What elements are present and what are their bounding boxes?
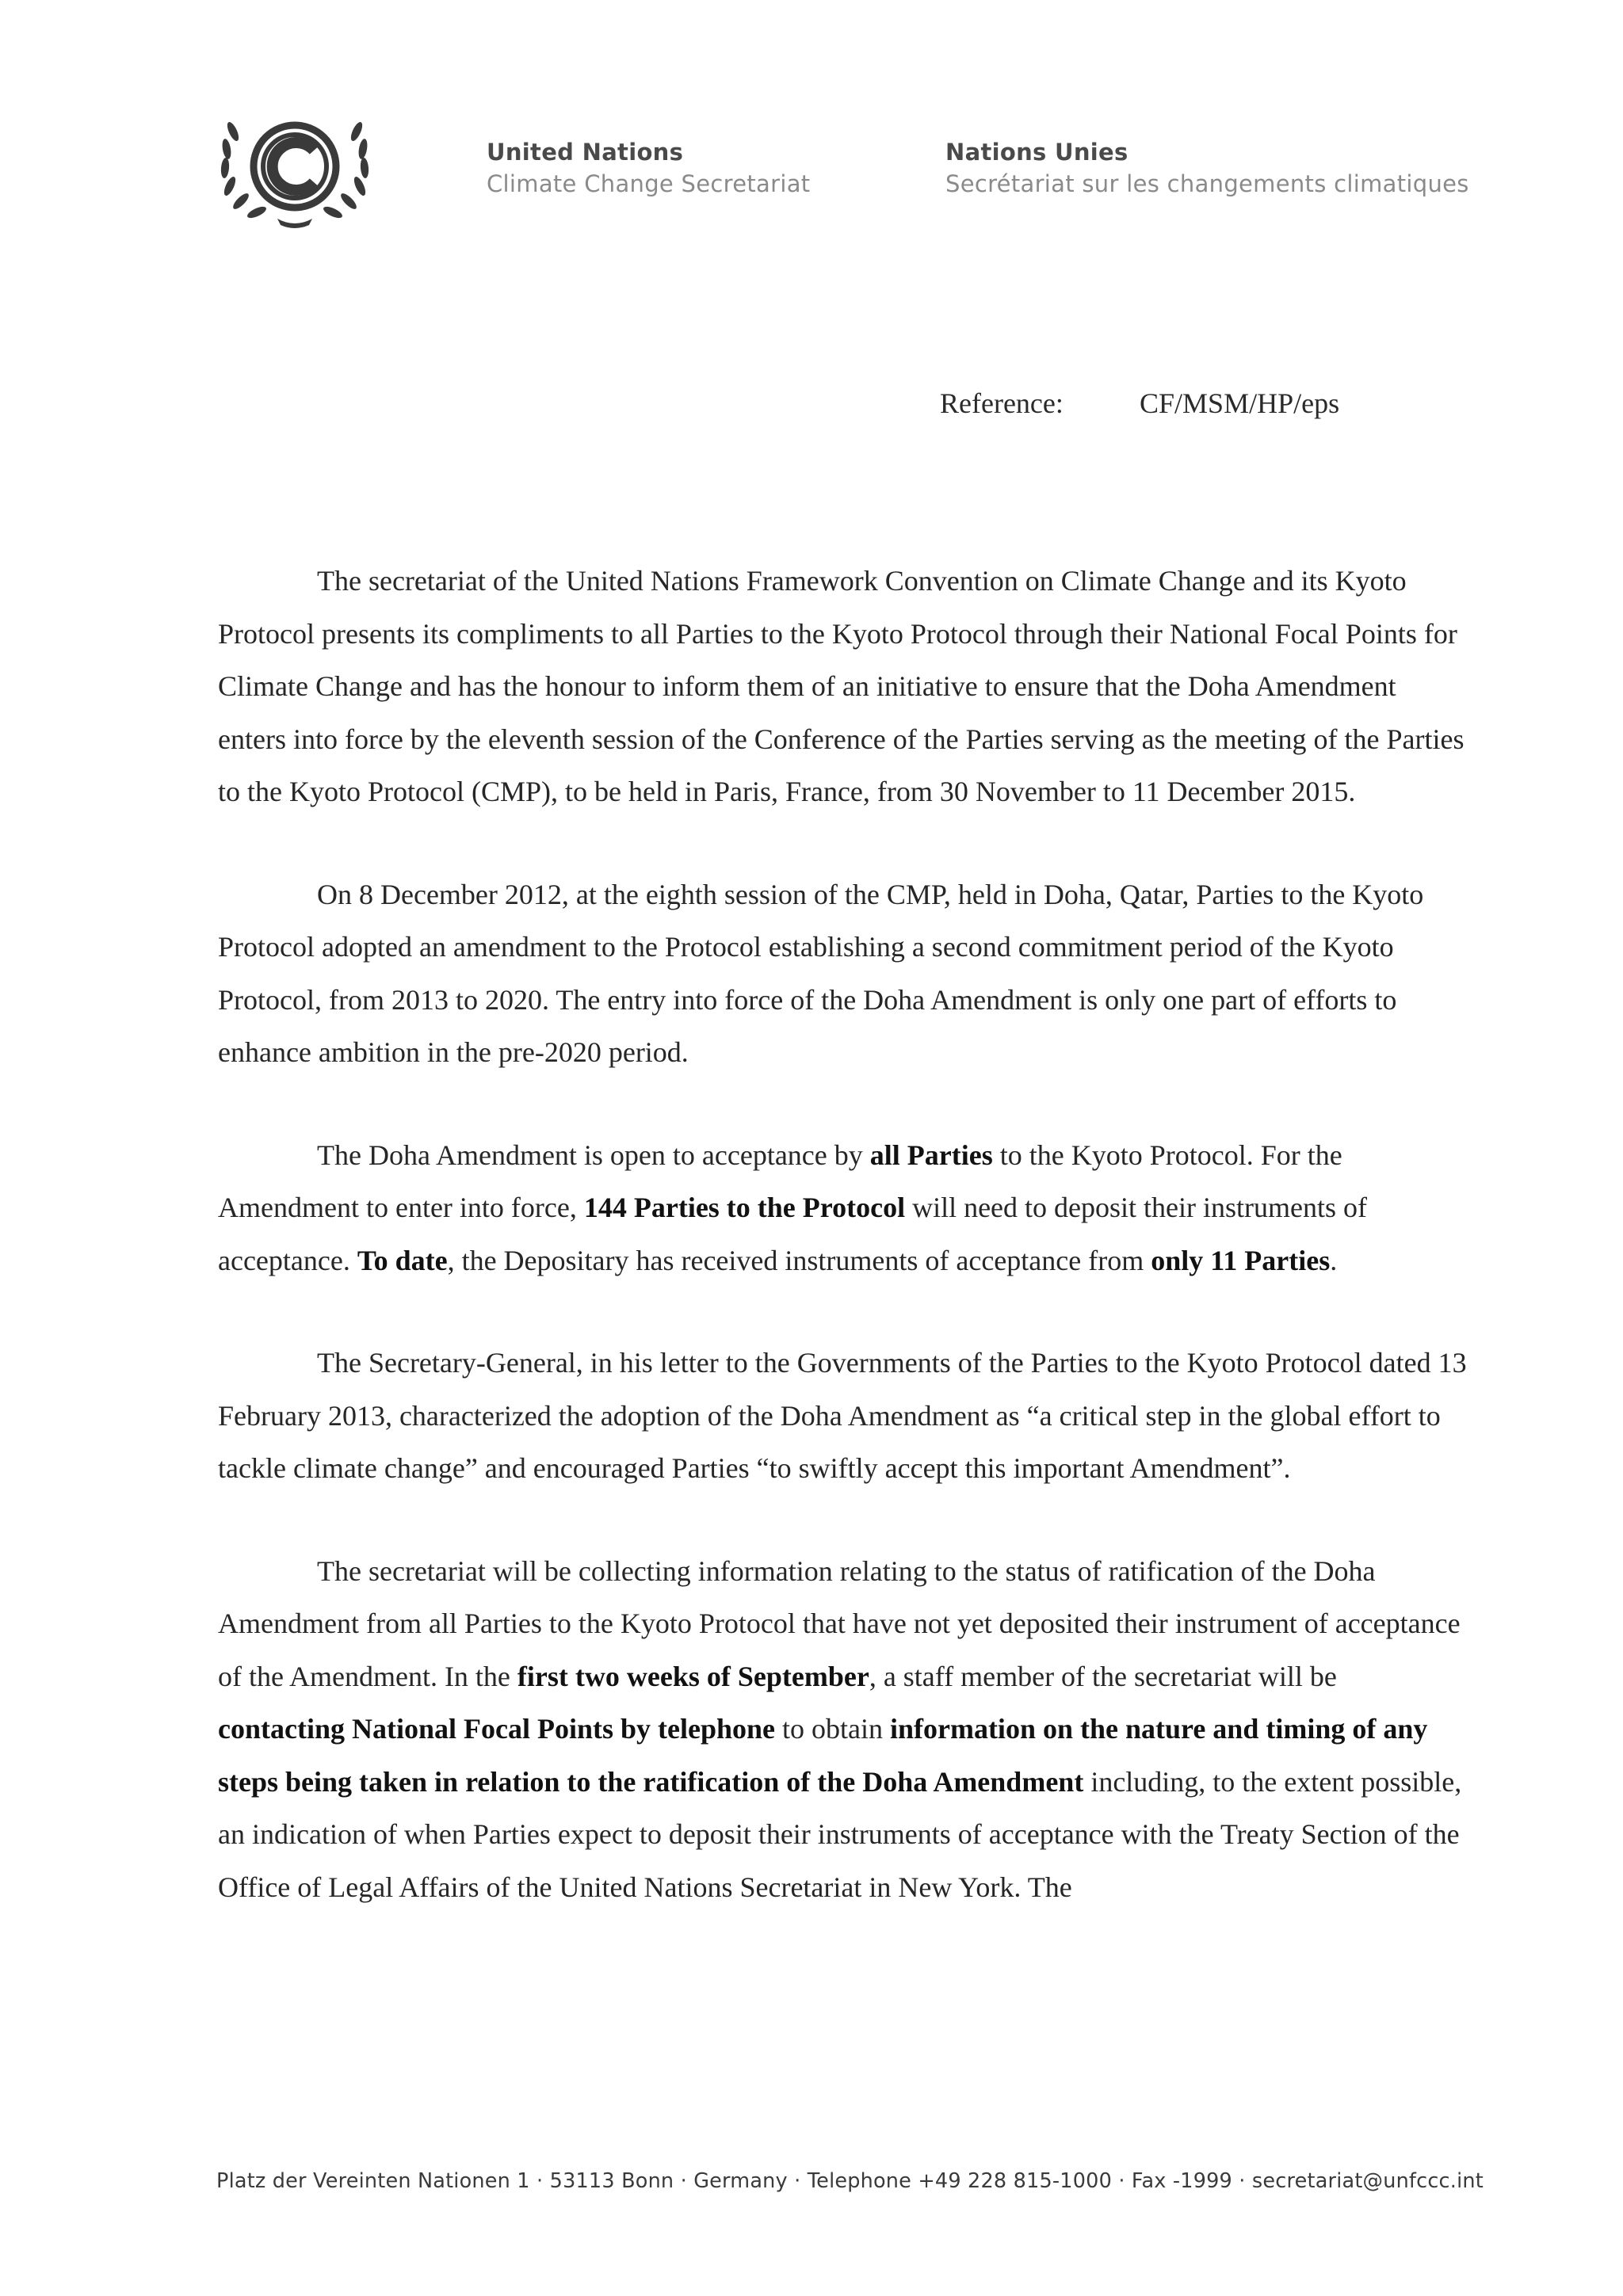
footer-address: Platz der Vereinten Nationen 1 · 53113 Bonn · Germany · Telephone +49 228 815-1000 · Fax -1999 · secretariat@unfccc.int — [216, 2169, 1484, 2193]
text-segment: , the Depositary has received instruments of acceptance from — [447, 1244, 1151, 1276]
text-segment: . — [1330, 1244, 1338, 1276]
text-segment: , a staff member of the secretariat will be — [869, 1660, 1337, 1692]
text-segment: The secretariat will be collecting information relating to the status of ratification of the Doha Amendment from all Parties to the Kyoto Protocol that have not yet deposited their instrument of acceptance of the Amendment. In the — [218, 1554, 1461, 1692]
org-name-french — [945, 136, 1469, 200]
unfccc-logo-icon — [216, 109, 374, 228]
bold-text-segment: only 11 Parties — [1151, 1244, 1331, 1276]
org-en-name: United Nations — [487, 139, 684, 166]
body-paragraph — [218, 1545, 1470, 1914]
bold-text-segment: contacting National Focal Points by telephone — [218, 1713, 775, 1745]
wreath-logo-graphic — [216, 109, 374, 228]
text-segment: will need to deposit their instruments of acceptance. — [218, 1192, 1367, 1276]
body-paragraph — [218, 1129, 1470, 1287]
bold-text-segment: first two weeks of September — [517, 1660, 869, 1692]
reference-line — [940, 387, 1340, 420]
text-segment: The secretariat of the United Nations Framework Convention on Climate Change and its Kyoto Protocol presents its compliments to all Parties to the Kyoto Protocol through their National Focal Points for Climate Change and has the honour to inform them of an initiative to ensure that the Doha Amendment enters into force by the eleventh session of the Conference of the Parties serving as the meeting of the Parties to the Kyoto Protocol (CMP), to be held in Paris, France, from 30 November to 11 December 2015. — [218, 565, 1465, 807]
bold-text-segment: information on the nature and timing of any steps being taken in relation to the ratification of the Doha Amendment — [218, 1713, 1428, 1798]
text-segment: to obtain — [774, 1713, 890, 1745]
body-paragraph — [218, 868, 1470, 1079]
org-fr-subtitle: Secrétariat sur les changements climatiques — [945, 170, 1469, 197]
bold-text-segment: all Parties — [869, 1138, 993, 1171]
reference-label: Reference: — [940, 387, 1064, 419]
text-segment: to the Kyoto Protocol. For the Amendment to enter into force, — [218, 1138, 1342, 1223]
text-segment: including, to the extent possible, an indication of when Parties expect to deposit their instruments of acceptance with the Treaty Section of the Office of Legal Affairs of the United Nations Secretariat in New York. The — [218, 1765, 1462, 1903]
org-name-english — [487, 136, 810, 200]
letter-body — [218, 555, 1470, 1963]
text-segment: The Doha Amendment is open to acceptance by — [317, 1138, 870, 1171]
reference-value: CF/MSM/HP/eps — [1140, 387, 1340, 419]
body-paragraph — [218, 555, 1470, 818]
text-segment: The Secretary-General, in his letter to the Governments of the Parties to the Kyoto Protocol dated 13 February 2013, characterized the adoption of the Doha Amendment as “a critical step in the global effort to tackle climate change” and encouraged Parties “to swiftly accept this important Amendment”. — [218, 1347, 1467, 1484]
bold-text-segment: To date — [357, 1244, 448, 1276]
text-segment: On 8 December 2012, at the eighth session of the CMP, held in Doha, Qatar, Parties to the Kyoto Protocol adopted an amendment to the Protocol establishing a second commitment period of the Kyoto Protocol, from 2013 to 2020. The entry into force of the Doha Amendment is only one part of efforts to enhance ambition in the pre-2020 period. — [218, 878, 1424, 1068]
org-en-subtitle: Climate Change Secretariat — [487, 170, 811, 197]
org-fr-name: Nations Unies — [945, 139, 1128, 166]
body-paragraph — [218, 1337, 1470, 1495]
bold-text-segment: 144 Parties to the Protocol — [583, 1192, 906, 1223]
